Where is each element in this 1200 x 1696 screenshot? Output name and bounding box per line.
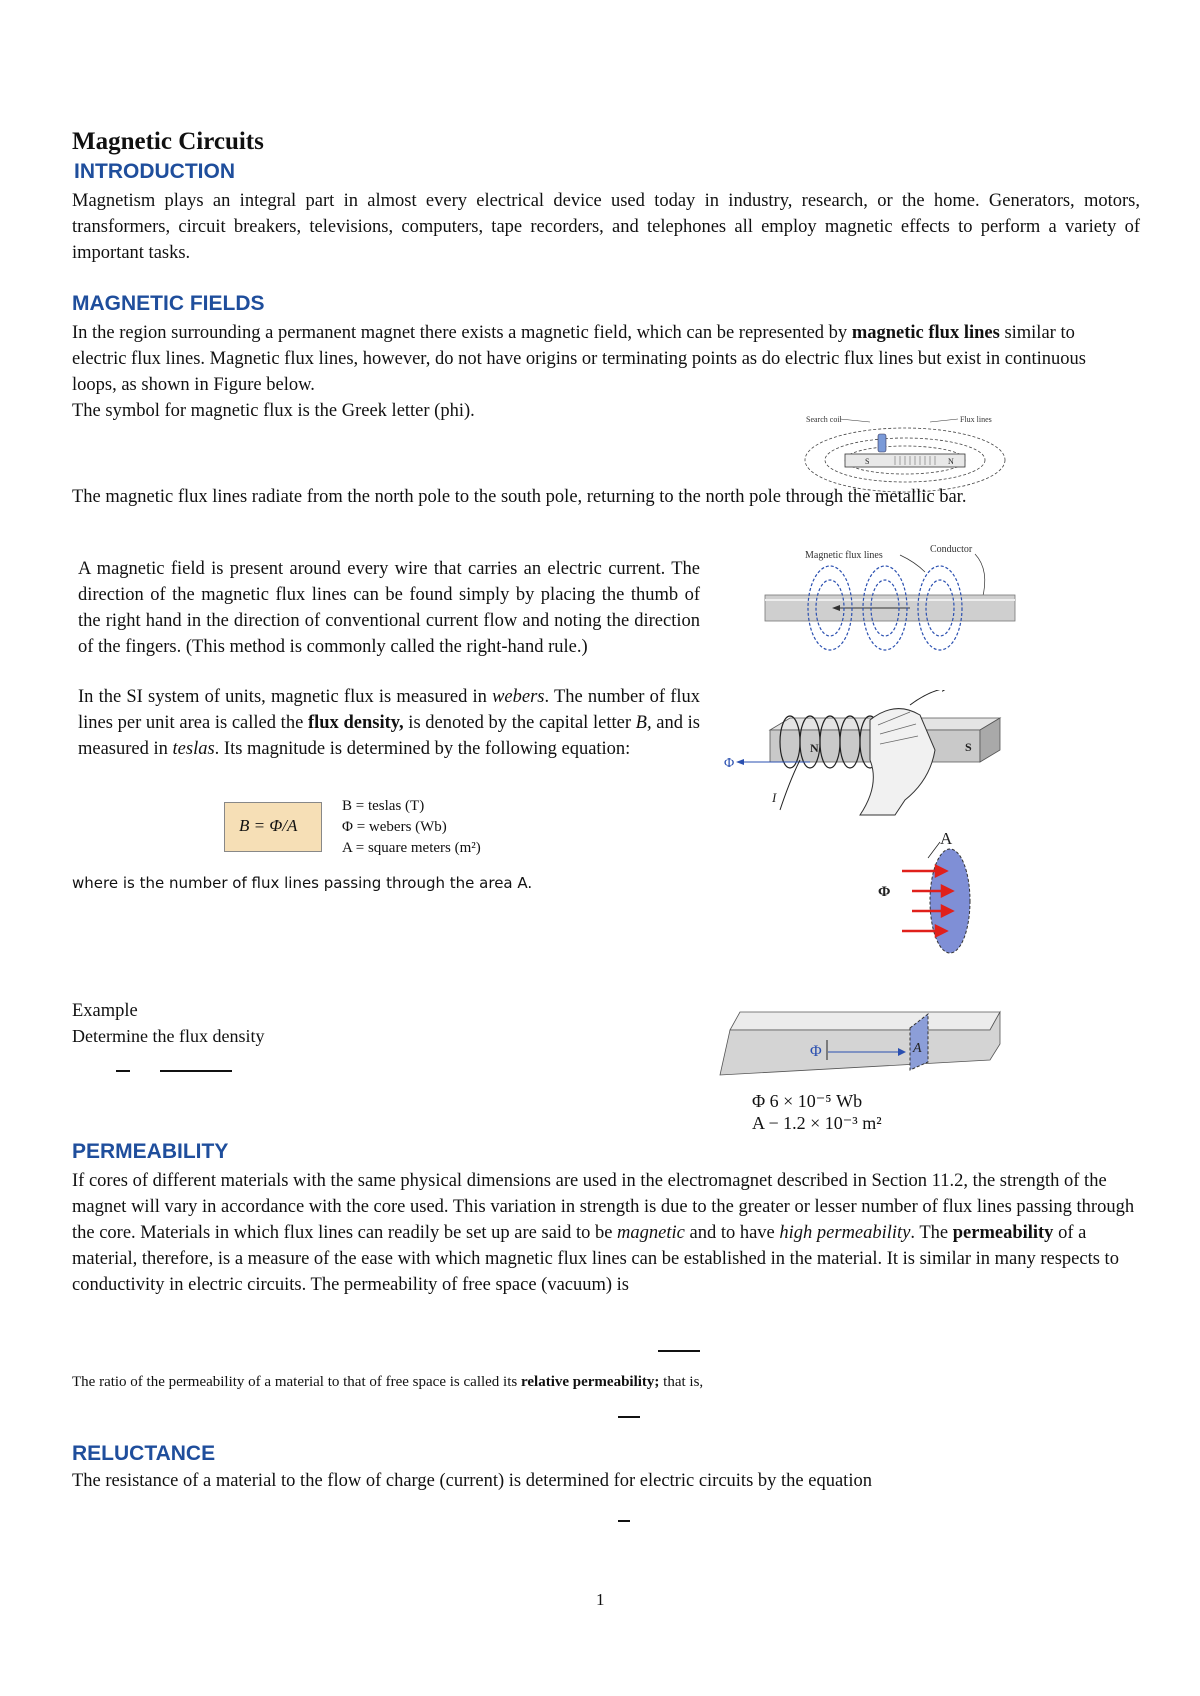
slab-a-label: A bbox=[913, 1041, 922, 1056]
reluctance-body: The resistance of a material to the flow of charge (current) is determined for electric circuits by the equation bbox=[72, 1471, 872, 1491]
solenoid-right-hand-figure bbox=[720, 690, 1020, 830]
where-text: where is the number of flux lines passing through the area A. bbox=[72, 874, 533, 892]
mf-p5-teslas: teslas bbox=[172, 739, 215, 759]
flux-lines-label: Flux lines bbox=[960, 415, 992, 424]
solenoid-phi: Φ bbox=[724, 756, 735, 771]
example-label: Example bbox=[72, 1001, 138, 1021]
mf-p1-bold: magnetic flux lines bbox=[851, 323, 1000, 343]
mf-p5-g: and is measured in bbox=[78, 713, 700, 759]
conductor-label: Conductor bbox=[930, 544, 973, 555]
example-area-value: A − 1.2 × 10⁻³ m² bbox=[752, 1113, 882, 1133]
eq-def-a: A = square meters (m²) bbox=[342, 840, 481, 856]
permeability-paragraph-2 bbox=[72, 1374, 703, 1391]
relative-permeability-fraction-bar bbox=[618, 1416, 640, 1418]
heading-reluctance: RELUCTANCE bbox=[72, 1442, 216, 1465]
perm-p1-a: If cores of different materials with the same physical dimensions are used in the electromagnet described in Section 11.2, the strength of the magnet will vary in accordance with the core used. This variation in strength is due to the greater or lesser number of flux lines passing through the core. Materials in which flux lines can readily be set up are said to be bbox=[72, 1171, 1135, 1243]
magnetic-fields-paragraph-4: A magnetic field is present around every wire that carries an electric current. The direction of the magnetic flux lines can be found simply by placing the thumb of the right hand in the direction of conventional current flow and noting the direction of the fingers. (This method is commonly called the right-hand rule.) bbox=[78, 559, 700, 657]
permeability-paragraph-1 bbox=[72, 1168, 1140, 1298]
area-label: A bbox=[940, 829, 953, 848]
search-coil-label: Search coil bbox=[806, 415, 842, 424]
perm-p1-c: and to have bbox=[684, 1223, 780, 1243]
magnetic-fields-paragraph-3: The magnetic flux lines radiate from the north pole to the south pole, returning to the north pole through the metallic bar. bbox=[72, 487, 967, 507]
heading-magnetic-fields: MAGNETIC FIELDS bbox=[72, 292, 265, 315]
perm-p1-g: of a material, therefore, is a measure of the ease with which magnetic flux lines can be established in the material. It is similar in many respects to conductivity in electric circuits. The permeability of free space (vacuum) is bbox=[72, 1223, 1119, 1295]
magnetic-fields-paragraph-5 bbox=[78, 684, 700, 762]
perm-p1-magnetic: magnetic bbox=[617, 1223, 685, 1243]
equation-definitions bbox=[342, 796, 481, 859]
page-number: 1 bbox=[596, 1590, 605, 1609]
solenoid-s: S bbox=[965, 740, 972, 754]
perm-p1-high-permeability: high permeability bbox=[779, 1223, 911, 1243]
mf-p5-c: . The number of flux lines per unit area is called the bbox=[78, 687, 700, 733]
mf-p5-flux-density: flux density, bbox=[307, 713, 404, 733]
mf-p5-a: In the SI system of units, magnetic flux is measured in bbox=[78, 687, 493, 707]
magnetic-fields-paragraph-2: The symbol for magnetic flux is the Greek letter (phi). bbox=[72, 401, 475, 421]
example-fraction-bar-small bbox=[116, 1070, 130, 1072]
page-title: Magnetic Circuits bbox=[72, 128, 264, 155]
perm-p2-relative-permeability: relative permeability; bbox=[520, 1374, 660, 1390]
perm-p2-a: The ratio of the permeability of a material to that of free space is called its bbox=[72, 1374, 521, 1390]
mf-p1-part-c: similar to electric flux lines. Magnetic flux lines, however, do not have origins or terminating points as do electric flux lines but exist in continuous loops, as shown in Figure below. bbox=[72, 323, 1086, 395]
eq-def-phi: Φ = webers (Wb) bbox=[342, 819, 447, 835]
example-fraction-bar bbox=[160, 1070, 232, 1072]
mf-p5-webers: webers bbox=[492, 687, 545, 707]
introduction-body: Magnetism plays an integral part in almost every electrical device used today in industry, research, or the home. Generators, motors, transformers, circuit breakers, televisions, computers, tape recorders, and telephones all employ magnetic effects to perform a variety of important tasks. bbox=[72, 191, 1140, 263]
flux-density-equation-box bbox=[224, 802, 322, 852]
flux-area-figure bbox=[860, 826, 1000, 956]
conductor-flux-figure bbox=[760, 540, 1020, 670]
heading-permeability: PERMEABILITY bbox=[72, 1140, 229, 1163]
bar-magnet-s: S bbox=[865, 457, 870, 466]
example-phi-value: Φ 6 × 10⁻⁵ Wb bbox=[752, 1091, 863, 1111]
permeability-fraction-bar bbox=[658, 1350, 700, 1352]
solenoid-i: I bbox=[772, 790, 777, 805]
heading-introduction: INTRODUCTION bbox=[74, 160, 235, 183]
solenoid-n: N bbox=[810, 741, 819, 755]
mf-p5-i: . Its magnitude is determined by the following equation: bbox=[214, 739, 631, 759]
perm-p2-c: that is, bbox=[659, 1374, 704, 1390]
perm-p1-permeability: permeability bbox=[952, 1223, 1054, 1243]
example-given-values bbox=[752, 1090, 882, 1134]
slab-phi-label: Φ bbox=[810, 1043, 822, 1060]
reluctance-fraction-bar bbox=[618, 1520, 630, 1522]
eq-def-b: B = teslas (T) bbox=[342, 798, 425, 814]
mf-p1-part-a: In the region surrounding a permanent magnet there exists a magnetic field, which can be represented by bbox=[72, 323, 852, 343]
bar-magnet-n: N bbox=[948, 457, 954, 466]
mf-p5-e: is denoted by the capital letter bbox=[403, 713, 636, 733]
equation-text: B = Φ/A bbox=[239, 816, 298, 835]
magnetic-fields-paragraph-1 bbox=[72, 320, 1112, 398]
example-text-content: Determine the flux density bbox=[72, 1026, 265, 1046]
conductor-flux-label: Magnetic flux lines bbox=[805, 550, 883, 561]
area-phi: Φ bbox=[878, 884, 891, 900]
mf-p5-b: B, bbox=[635, 713, 652, 733]
perm-p1-e: . The bbox=[910, 1223, 953, 1243]
example-text bbox=[72, 1026, 264, 1047]
